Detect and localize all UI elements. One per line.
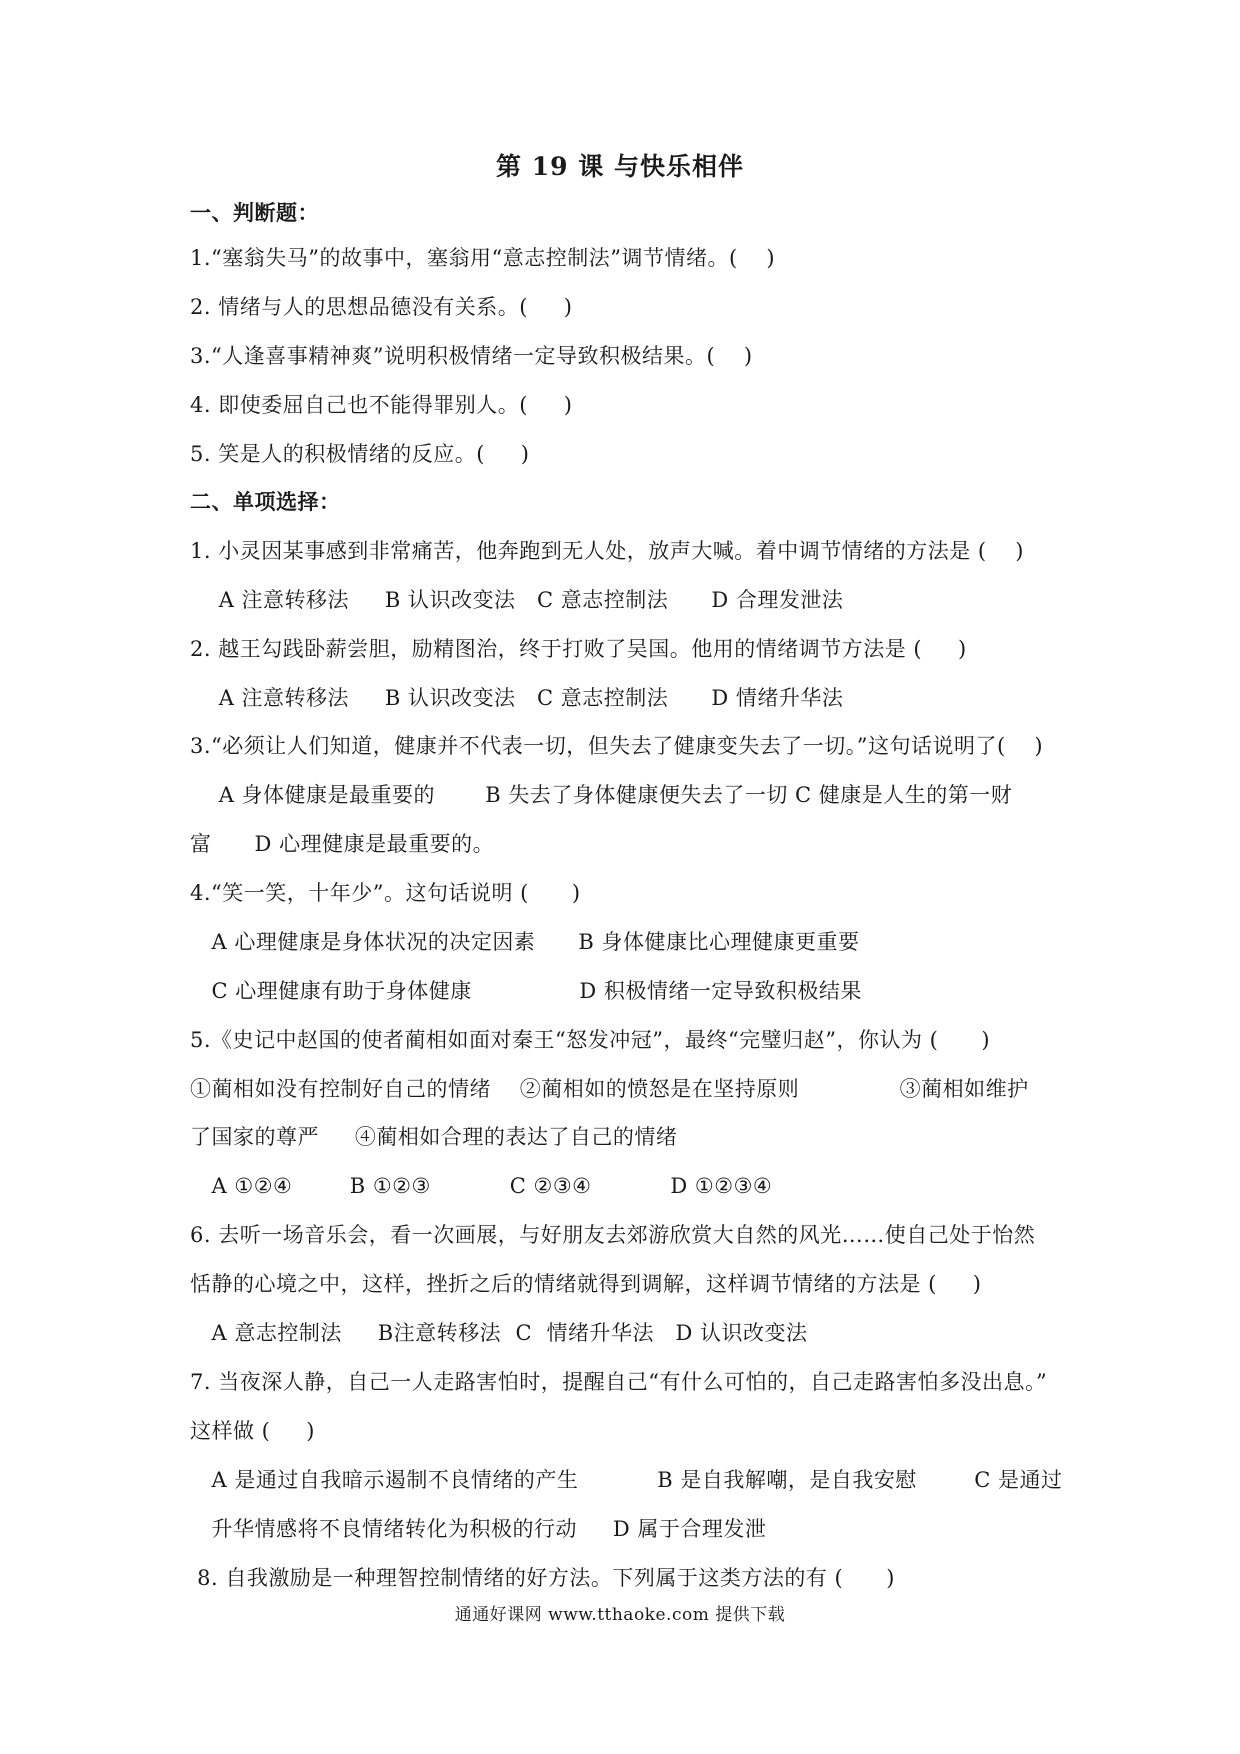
choice-line: 1. 小灵因某事感到非常痛苦，他奔跑到无人处，放声大喊。着中调节情绪的方法是 ( ) [190,539,1024,563]
choice-line: 升华情感将不良情绪转化为积极的行动 D 属于合理发泄 [190,1517,767,1541]
choice-line: ①蔺相如没有控制好自己的情绪 ②蔺相如的愤怒是在坚持原则 ③蔺相如维护 [190,1077,1029,1101]
choice-line: 了国家的尊严 ④蔺相如合理的表达了自己的情绪 [190,1125,678,1149]
choice-line: A 身体健康是最重要的 B 失去了身体健康便失去了一切 C 健康是人生的第一财 [190,783,1013,807]
page-title: 第 19 课 与快乐相伴 [496,152,744,181]
choice-line: A 意志控制法 B注意转移法 C 情绪升华法 D 认识改变法 [190,1321,808,1345]
choice-line: C 心理健康有助于身体健康 D 积极情绪一定导致积极结果 [190,979,862,1003]
choice-line: 4.“笑一笑，十年少”。这句话说明 ( ) [190,881,581,905]
judge-item: 3.“人逢喜事精神爽”说明积极情绪一定导致积极结果。( ) [190,344,753,368]
choice-line: A 是通过自我暗示遏制不良情绪的产生 B 是自我解嘲，是自我安慰 C 是通过 [190,1468,1063,1492]
judge-item: 5. 笑是人的积极情绪的反应。( ) [190,442,530,466]
choice-line: 7. 当夜深人静，自己一人走路害怕时，提醒自己“有什么可怕的，自己走路害怕多没出息。” [190,1370,1048,1394]
choice-line: 2. 越王勾践卧薪尝胆，励精图治，终于打败了吴国。他用的情绪调节方法是 ( ) [190,637,967,661]
choice-line: 6. 去听一场音乐会，看一次画展，与好朋友去郊游欣赏大自然的风光……使自己处于怡然 [190,1223,1036,1247]
choice-line: A 心理健康是身体状况的决定因素 B 身体健康比心理健康更重要 [190,930,860,954]
choice-line: A ①②④ B ①②③ C ②③④ D ①②③④ [190,1174,773,1198]
section-heading-choice: 二、单项选择： [190,489,341,514]
choice-line: 5.《史记中赵国的使者蔺相如面对秦王“怒发冲冠”，最终“完璧归赵”，你认为 ( ) [190,1028,991,1052]
choice-line: 富 D 心理健康是最重要的。 [190,832,495,856]
choice-line: 这样做 ( ) [190,1419,315,1443]
section-heading-judge: 一、判断题： [190,200,319,225]
choice-line: 恬静的心境之中，这样，挫折之后的情绪就得到调解，这样调节情绪的方法是 ( ) [190,1272,982,1296]
choice-line: 8. 自我激励是一种理智控制情绪的好方法。下列属于这类方法的有 ( ) [190,1566,895,1590]
judge-item: 4. 即使委屈自己也不能得罪别人。( ) [190,393,573,417]
choice-line: A 注意转移法 B 认识改变法 C 意志控制法 D 情绪升华法 [190,686,844,710]
page-footer: 通通好课网 www.tthaoke.com 提供下载 [454,1605,786,1625]
judge-item: 2. 情绪与人的思想品德没有关系。( ) [190,295,573,319]
judge-item: 1.“塞翁失马”的故事中，塞翁用“意志控制法”调节情绪。( ) [190,246,776,270]
choice-line: 3.“必须让人们知道，健康并不代表一切，但失去了健康变失去了一切。”这句话说明了( ) [190,734,1044,758]
choice-line: A 注意转移法 B 认识改变法 C 意志控制法 D 合理发泄法 [190,588,844,612]
